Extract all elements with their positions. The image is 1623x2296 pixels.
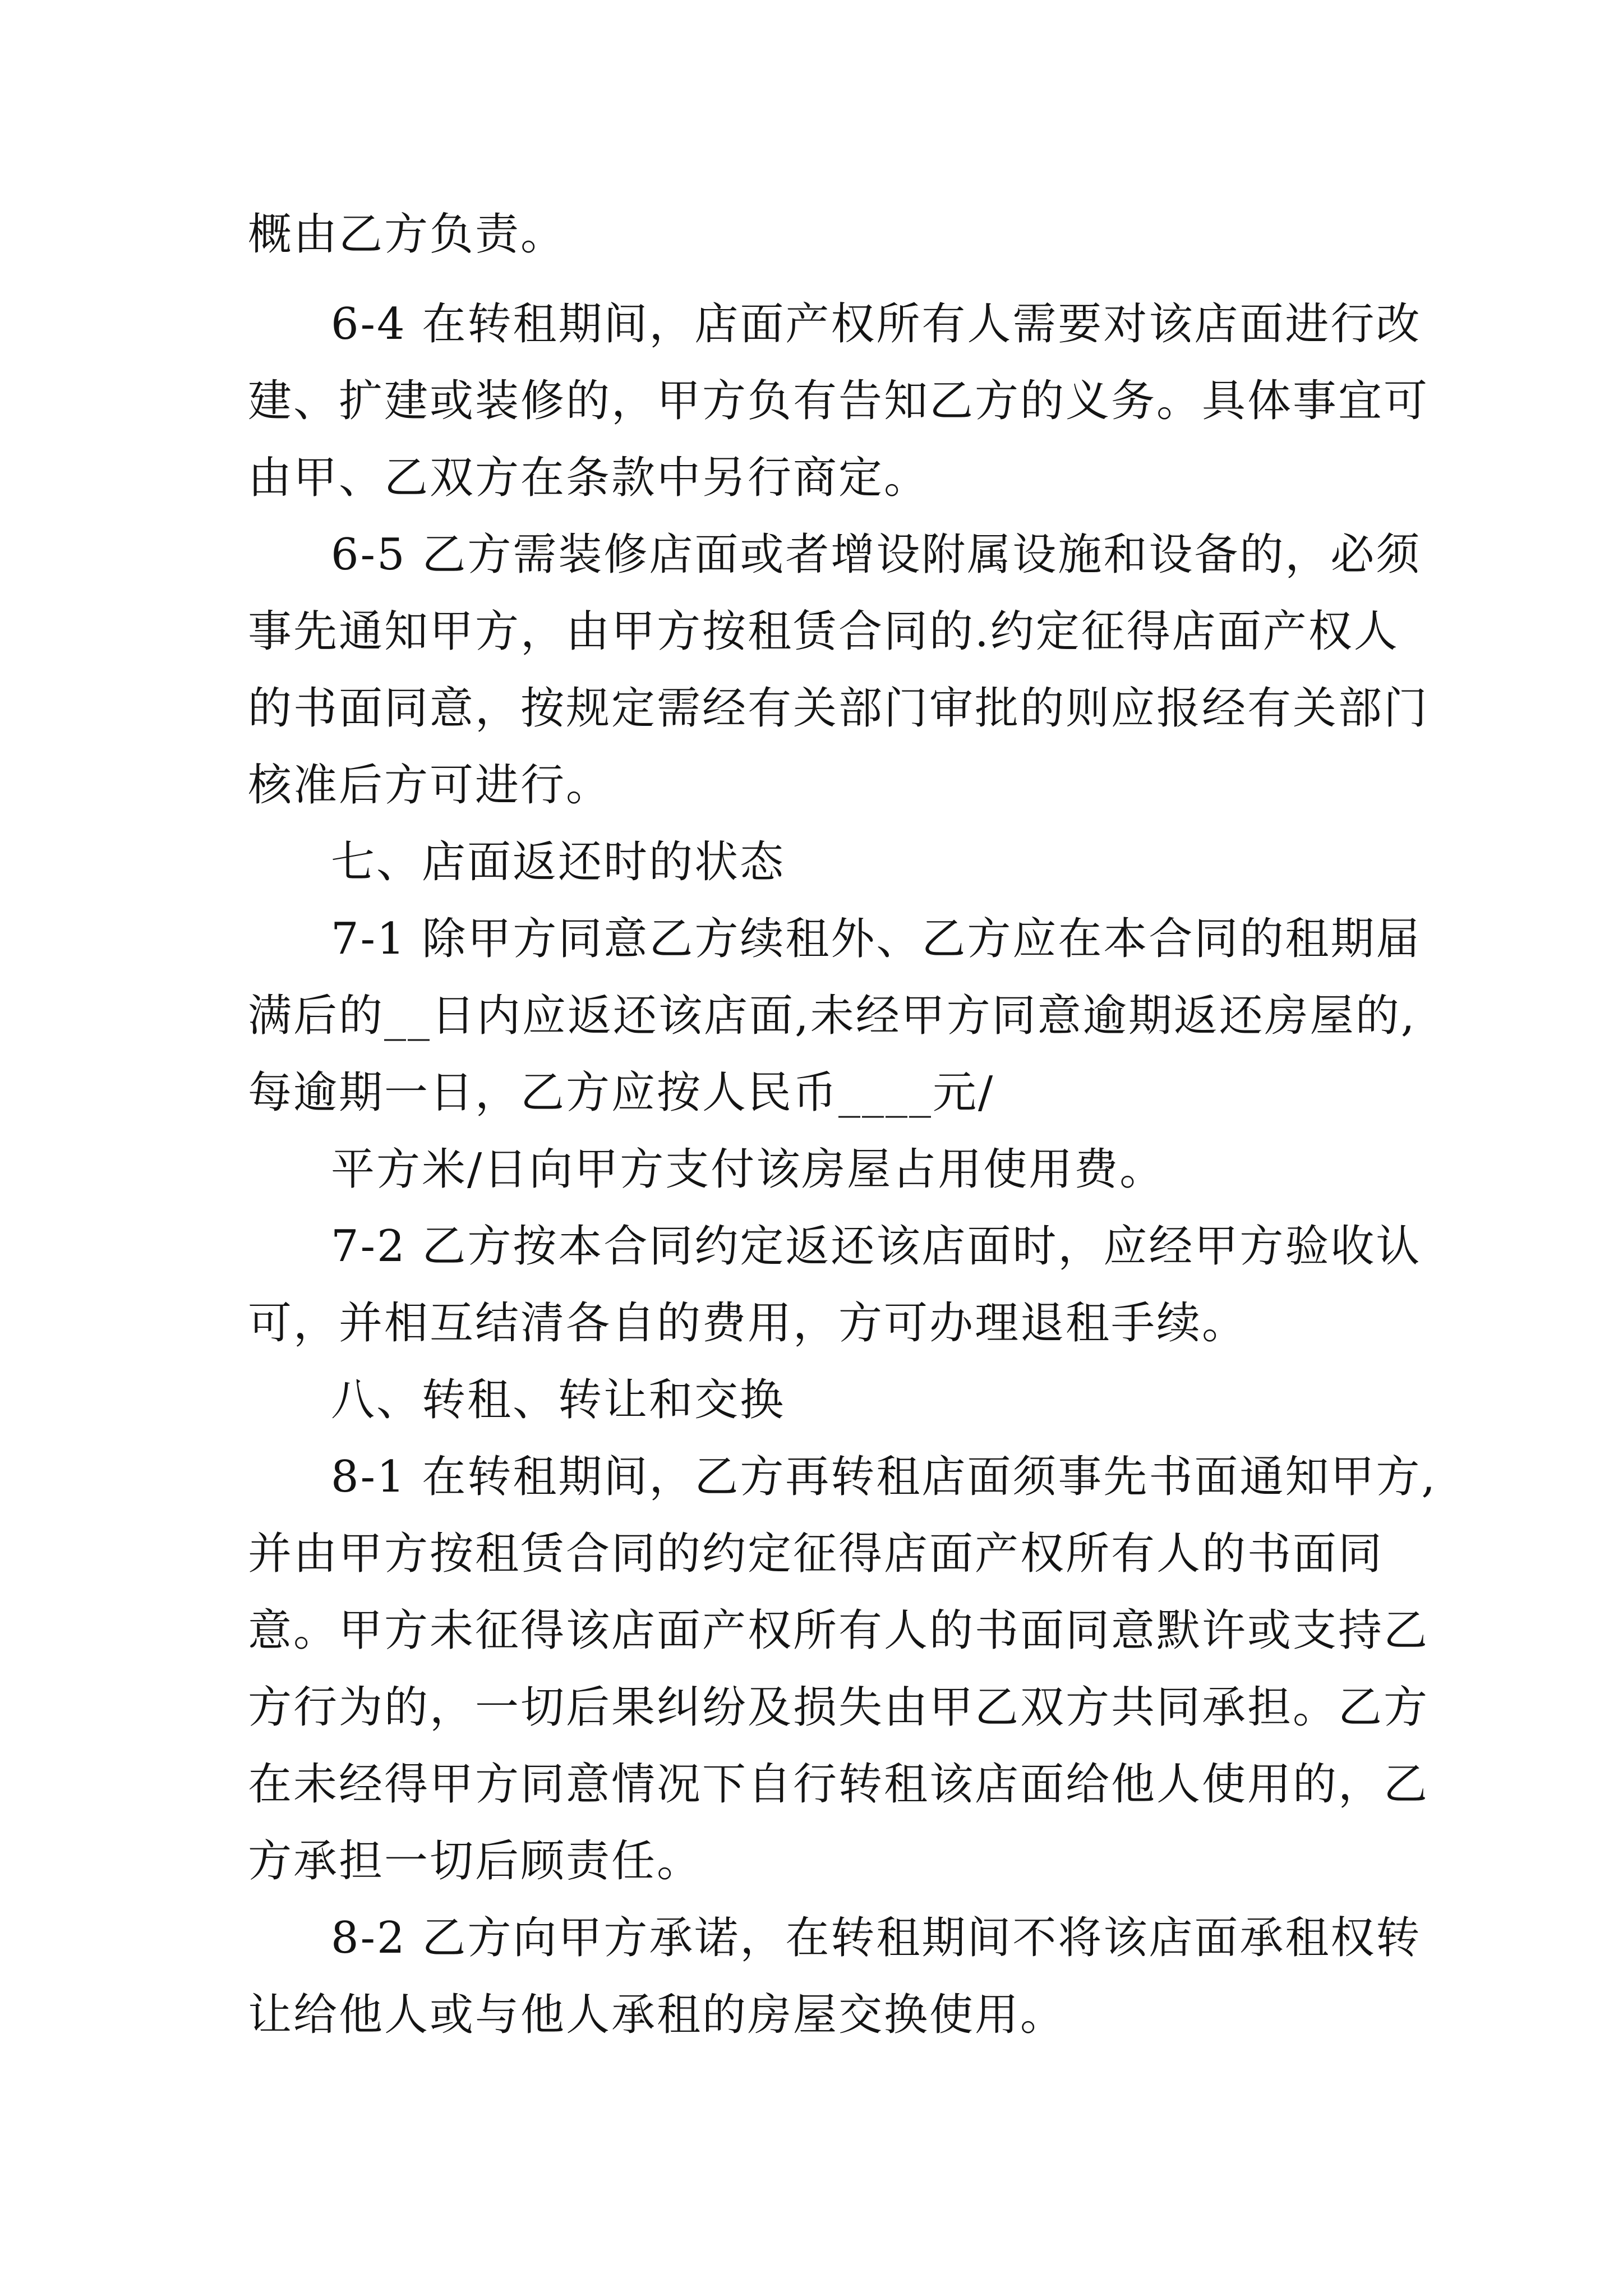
section-heading-7: 七、店面返还时的状态: [331, 837, 786, 887]
section-heading-8: 八、转租、转让和交换: [331, 1375, 786, 1425]
text-line: 建、扩建或装修的，甲方负有告知乙方的义务。具体事宜可: [248, 376, 1430, 426]
text-line: 平方米/日向甲方支付该房屋占用使用费。: [331, 1144, 1165, 1195]
text-line: 意。甲方未征得该店面产权所有人的书面同意默许或支持乙: [248, 1605, 1430, 1656]
text-line: 方行为的，一切后果纠纷及损失由甲乙双方共同承担。乙方: [248, 1682, 1430, 1733]
text-line: 每逾期一日，乙方应按人民币____元/: [248, 1068, 995, 1118]
clause-6-5-line: 6-5 乙方需装修店面或者增设附属设施和设备的，必须: [331, 530, 1422, 580]
text-line: 让给他人或与他人承租的房屋交换使用。: [248, 1990, 1066, 2040]
text-line: 并由甲方按租赁合同的约定征得店面产权所有人的书面同: [248, 1529, 1384, 1579]
text-line: 在未经得甲方同意情况下自行转租该店面给他人使用的，乙: [248, 1759, 1430, 1810]
text-line: 核准后方可进行。: [248, 760, 612, 811]
text-line: 满后的__日内应返还该店面,未经甲方同意逾期返还房屋的,: [248, 991, 1417, 1041]
text-line: 的书面同意，按规定需经有关部门审批的则应报经有关部门: [248, 683, 1430, 734]
text-line: 事先通知甲方，由甲方按租赁合同的.约定征得店面产权人: [248, 606, 1399, 657]
clause-6-4-line: 6-4 在转租期间，店面产权所有人需要对该店面进行改: [331, 299, 1422, 349]
clause-7-1-line: 7-1 除甲方同意乙方续租外、乙方应在本合同的租期届: [331, 914, 1422, 964]
text-line: 概由乙方负责。: [248, 209, 566, 260]
clause-8-2-line: 8-2 乙方向甲方承诺，在转租期间不将该店面承租权转: [331, 1913, 1422, 1963]
text-line: 由甲、乙双方在条款中另行商定。: [248, 453, 930, 503]
text-line: 可，并相互结清各自的费用，方可办理退租手续。: [248, 1298, 1248, 1349]
text-line: 方承担一切后顾责任。: [248, 1836, 703, 1887]
clause-7-2-line: 7-2 乙方按本合同约定返还该店面时，应经甲方验收认: [331, 1221, 1422, 1272]
clause-8-1-line: 8-1 在转租期间，乙方再转租店面须事先书面通知甲方,: [331, 1452, 1437, 1502]
